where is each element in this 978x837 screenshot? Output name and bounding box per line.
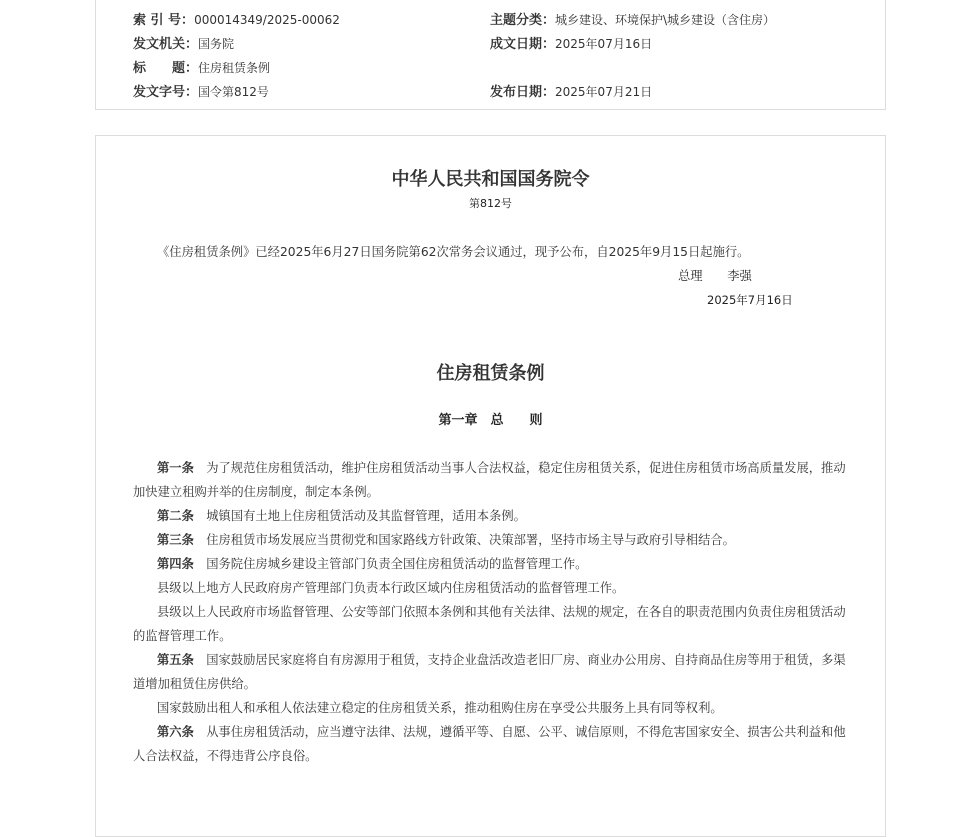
article-text: 国家鼓励居民家庭将自有房源用于租赁，支持企业盘活改造老旧厂房、商业办公用房、自持商品住房等用于租赁，多渠道增加租赁住房供给。 xyxy=(133,653,846,691)
chapter-heading: 第一章 总 则 xyxy=(438,413,543,428)
issuer-row xyxy=(133,33,234,52)
article-text: 县级以上人民政府市场监督管理、公安等部门依照本条例和其他有关法律、法规的规定，在各自的职责范围内负责住房租赁活动的监督管理工作。 xyxy=(133,605,846,643)
topic-value: 城乡建设、环境保护\城乡建设（含住房） xyxy=(555,13,776,27)
article-number: 第五条 xyxy=(157,653,194,667)
article-paragraph xyxy=(133,576,847,600)
issuer-value: 国务院 xyxy=(198,37,235,51)
index-row xyxy=(133,9,340,28)
article-paragraph xyxy=(133,648,847,696)
docno-row xyxy=(133,81,269,100)
written-row xyxy=(490,33,652,52)
article-paragraph xyxy=(133,528,847,552)
decree-date: 2025年7月16日 xyxy=(707,293,793,307)
article-text: 城镇国有土地上住房租赁活动及其监督管理，适用本条例。 xyxy=(193,509,526,523)
title-row xyxy=(133,57,270,76)
article-text: 从事住房租赁活动，应当遵守法律、法规，遵循平等、自愿、公平、诚信原则，不得危害国家安全、损害公共利益和他人合法权益，不得违背公序良俗。 xyxy=(133,725,846,763)
docno-label: 发文字号： xyxy=(133,85,199,100)
topic-label: 主题分类： xyxy=(490,13,556,28)
title-value: 住房租赁条例 xyxy=(198,61,271,75)
regulation-title: 住房租赁条例 xyxy=(436,363,545,384)
article-text: 住房租赁市场发展应当贯彻党和国家路线方针政策、决策部署，坚持市场主导与政府引导相结合。 xyxy=(193,533,735,547)
decree-number: 第812号 xyxy=(469,197,512,210)
index-value: 000014349/2025-00062 xyxy=(194,13,340,27)
published-value: 2025年07月21日 xyxy=(555,85,653,99)
article-paragraph xyxy=(133,552,847,576)
index-label: 索 引 号： xyxy=(133,13,195,28)
title-label: 标 题： xyxy=(133,61,199,76)
article-text: 为了规范住房租赁活动，维护住房租赁活动当事人合法权益，稳定住房租赁关系，促进住房租赁市场高质量发展，推动加快建立租购并举的住房制度，制定本条例。 xyxy=(133,461,846,499)
decree-heading: 中华人民共和国国务院令 xyxy=(391,169,590,190)
article-paragraph xyxy=(133,696,847,720)
written-label: 成文日期： xyxy=(490,37,556,52)
article-paragraph xyxy=(133,600,847,648)
published-label: 发布日期： xyxy=(490,85,556,100)
topic-row xyxy=(490,9,775,28)
issuer-label: 发文机关： xyxy=(133,37,199,52)
signer: 总理 李强 xyxy=(678,269,752,283)
article-number: 第三条 xyxy=(157,533,194,547)
document-body xyxy=(95,135,886,837)
article-text: 国务院住房城乡建设主管部门负责全国住房租赁活动的监督管理工作。 xyxy=(193,557,588,571)
article-paragraph xyxy=(133,504,847,528)
docno-value: 国令第812号 xyxy=(198,85,269,99)
article-paragraph xyxy=(133,456,847,504)
article-number: 第六条 xyxy=(157,725,194,739)
article-text: 国家鼓励出租人和承租人依法建立稳定的住房租赁关系，推动租购住房在享受公共服务上具有同等权利。 xyxy=(157,701,723,715)
article-number: 第四条 xyxy=(157,557,194,571)
articles xyxy=(133,456,847,768)
document-metadata xyxy=(95,0,886,110)
published-row xyxy=(490,81,652,100)
article-number: 第二条 xyxy=(157,509,194,523)
article-text: 县级以上地方人民政府房产管理部门负责本行政区域内住房租赁活动的监督管理工作。 xyxy=(157,581,625,595)
article-paragraph xyxy=(133,720,847,768)
article-number: 第一条 xyxy=(157,461,194,475)
written-value: 2025年07月16日 xyxy=(555,37,653,51)
intro-paragraph: 《住房租赁条例》已经2025年6月27日国务院第62次常务会议通过，现予公布，自2025年9月15日起施行。 xyxy=(157,245,750,259)
